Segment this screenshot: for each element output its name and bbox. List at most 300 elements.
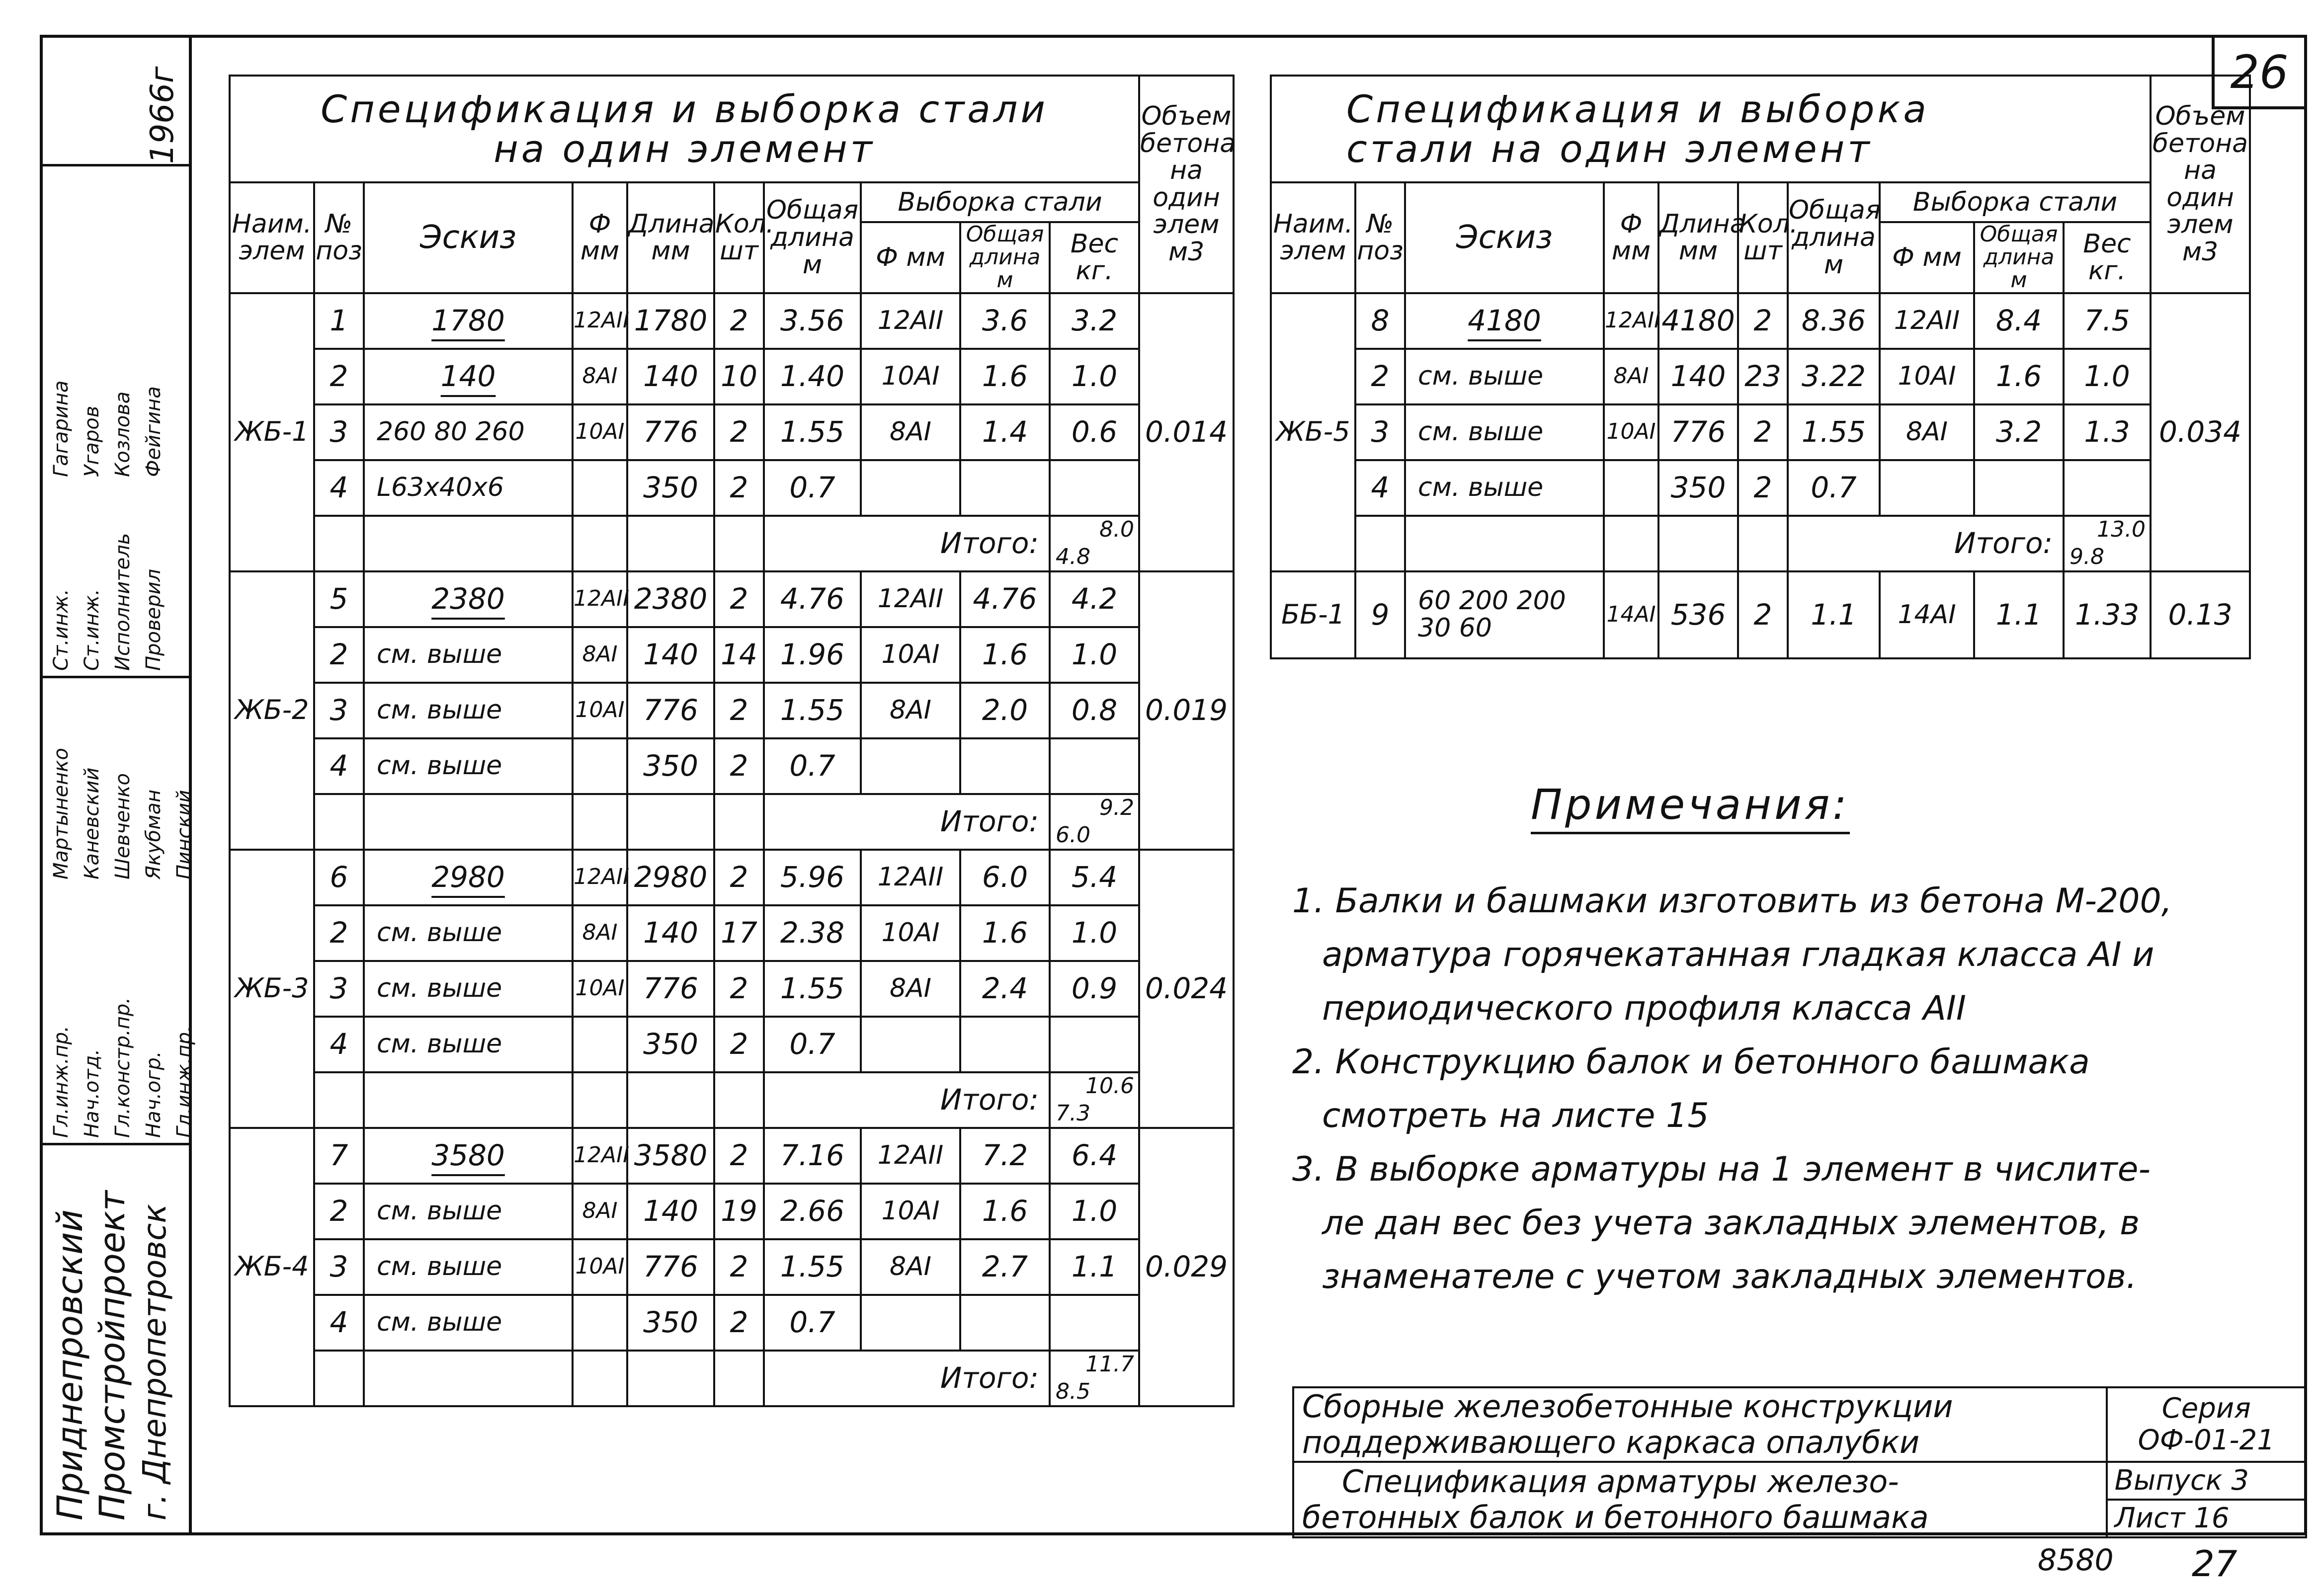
sel-weight-cell: 1.0 (1050, 905, 1139, 961)
table-row (230, 460, 1234, 516)
total-length-cell: 3.22 (1788, 349, 1880, 404)
sketch-cell: L63x40x6 (364, 460, 573, 516)
sketch-header: Эскиз (364, 182, 573, 293)
sel-weight-cell: 5.4 (1050, 850, 1139, 905)
total-row (230, 516, 1234, 571)
sel-weight-cell (2064, 460, 2151, 516)
element-name: ЖБ-4 (230, 1128, 314, 1406)
stamp-role: Ст.инж. (50, 589, 73, 671)
total-row (230, 794, 1234, 850)
stamp-role: Гл.констр.пр. (111, 997, 134, 1138)
dia-cell (573, 1017, 627, 1072)
pos-cell: 3 (314, 1239, 364, 1295)
qty-cell: 2 (714, 1239, 764, 1295)
empty-cell (1355, 516, 1405, 571)
dia-cell: 12AII (573, 571, 627, 627)
stamp-city: г. Днепропетровск (137, 1204, 173, 1520)
dia-cell: 12AII (573, 1128, 627, 1184)
sel-length-cell: 7.2 (960, 1128, 1050, 1184)
total-weight-bottom: 9.2 (1099, 795, 1135, 821)
table-row (230, 571, 1234, 627)
length-cell: 140 (627, 1184, 714, 1239)
left-title-line1: Спецификация и выборка стали (321, 86, 1048, 131)
note-line: 2. Конструкцию балок и бетонного башмака (1292, 1042, 2090, 1082)
sel-weight-cell: 1.0 (1050, 627, 1139, 683)
total-weight-bottom: 10.6 (1085, 1073, 1135, 1099)
qty-cell: 2 (714, 571, 764, 627)
sel-length-cell: 1.6 (960, 1184, 1050, 1239)
sketch-cell: 2380 (364, 571, 573, 627)
qty-cell: 2 (714, 738, 764, 794)
note-line: 3. В выборке арматуры на 1 элемент в числите- (1292, 1150, 2151, 1189)
total-length-cell: 0.7 (764, 1017, 861, 1072)
total-length-cell: 4.76 (764, 571, 861, 627)
pos-cell: 6 (314, 850, 364, 905)
pos-cell: 5 (314, 571, 364, 627)
empty-cell (573, 516, 627, 571)
r-dia-header: Ф мм (1604, 182, 1658, 293)
empty-cell (314, 1351, 364, 1406)
qty-cell: 2 (1738, 571, 1788, 658)
qty-cell: 19 (714, 1184, 764, 1239)
tb-vypusk: Выпуск 3 (2108, 1463, 2305, 1501)
sel-length-cell: 2.0 (960, 683, 1050, 738)
table-row (1271, 293, 2250, 349)
empty-cell (714, 516, 764, 571)
stamp-name: Пинский (173, 790, 196, 879)
volume-cell: 0.034 (2151, 293, 2250, 571)
total-weight-top: 6.0 (1056, 822, 1090, 848)
sel-length-cell: 3.6 (960, 293, 1050, 349)
empty-cell (1405, 516, 1604, 571)
length-cell: 1780 (627, 293, 714, 349)
volume-cell: 0.13 (2151, 571, 2250, 658)
r-sel-dia-header: Ф мм (1880, 222, 1974, 293)
stamp-year: 1966г (144, 66, 181, 164)
empty-cell (314, 516, 364, 571)
total-weight-fraction (2064, 516, 2151, 571)
empty-cell (1658, 516, 1738, 571)
sketch-cell: 3580 (364, 1128, 573, 1184)
pos-cell: 8 (1355, 293, 1405, 349)
sketch-cell: см. выше (364, 905, 573, 961)
sel-dia-cell: 10AI (1880, 349, 1974, 404)
table-row (230, 1128, 1234, 1184)
empty-cell (573, 1351, 627, 1406)
total-length-cell: 1.96 (764, 627, 861, 683)
sel-dia-cell (861, 460, 960, 516)
element-name: ББ-1 (1271, 571, 1355, 658)
empty-cell (364, 1351, 573, 1406)
r-pos-header: № поз (1355, 182, 1405, 293)
table-row (230, 1017, 1234, 1072)
total-weight-bottom: 8.0 (1099, 517, 1135, 543)
total-length-cell: 2.38 (764, 905, 861, 961)
sketch-cell: см. выше (1405, 404, 1604, 460)
table-row (230, 738, 1234, 794)
sketch-cell: 4180 (1405, 293, 1604, 349)
total-weight-fraction (1050, 1351, 1139, 1406)
sketch-cell: см. выше (1405, 349, 1604, 404)
notes-heading: Примечания: (1531, 780, 1850, 834)
tb-issue-sheet (2107, 1462, 2306, 1537)
qty-cell: 10 (714, 349, 764, 404)
dia-cell (573, 738, 627, 794)
total-weight-top: 9.8 (2070, 544, 2104, 569)
sel-dia-cell: 8AI (1880, 404, 1974, 460)
table-row (230, 1295, 1234, 1351)
qty-cell: 2 (714, 1295, 764, 1351)
right-table-title (1271, 76, 2151, 182)
tb-list: Лист 16 (2114, 1502, 2230, 1534)
notes-block (1292, 875, 2276, 1304)
total-length-cell: 1.55 (764, 961, 861, 1017)
sel-weight-cell: 1.3 (2064, 404, 2151, 460)
length-cell: 140 (627, 627, 714, 683)
total-length-cell: 1.55 (1788, 404, 1880, 460)
pos-cell: 3 (314, 404, 364, 460)
sel-weight-cell: 1.33 (2064, 571, 2151, 658)
dia-cell: 10AI (573, 683, 627, 738)
dia-cell: 12AII (1604, 293, 1658, 349)
qty-cell: 17 (714, 905, 764, 961)
table-row (230, 683, 1234, 738)
empty-cell (364, 794, 573, 850)
pos-cell: 9 (1355, 571, 1405, 658)
itogo-label: Итого: (764, 516, 1050, 571)
length-cell: 350 (627, 460, 714, 516)
r-sketch-header: Эскиз (1405, 182, 1604, 293)
sel-length-cell (960, 460, 1050, 516)
dia-cell: 8AI (573, 627, 627, 683)
dia-cell: 14AI (1604, 571, 1658, 658)
sel-dia-cell: 12AII (861, 571, 960, 627)
total-weight-top: 7.3 (1056, 1100, 1090, 1126)
empty-cell (364, 516, 573, 571)
sketch-cell: 1780 (364, 293, 573, 349)
tb-line4: бетонных балок и бетонного башмака (1302, 1499, 1929, 1535)
stamp-name: Фейгина (142, 386, 165, 477)
empty-cell (714, 1351, 764, 1406)
sel-dia-cell: 8AI (861, 961, 960, 1017)
dia-cell: 8AI (573, 349, 627, 404)
dia-cell (1604, 460, 1658, 516)
right-title-line2: стали на один элемент (1346, 126, 1873, 171)
total-row (1271, 516, 2250, 571)
sel-dia-cell (861, 738, 960, 794)
stamp-name: Гагарина (50, 380, 73, 477)
left-title-line2: на один элемент (494, 126, 875, 171)
sel-dia-cell: 10AI (861, 905, 960, 961)
sel-weight-cell: 1.0 (1050, 349, 1139, 404)
tb-seria-label: Серия (2161, 1392, 2251, 1425)
sketch-cell: 140 (364, 349, 573, 404)
pos-cell: 7 (314, 1128, 364, 1184)
stamp-role: Нач.отд. (81, 1048, 103, 1138)
stamp-role: Исполнитель (111, 533, 134, 671)
sel-dia-cell: 14AI (1880, 571, 1974, 658)
length-cell: 776 (627, 404, 714, 460)
total-length-cell: 2.66 (764, 1184, 861, 1239)
total-length-cell: 0.7 (1788, 460, 1880, 516)
dia-cell: 10AI (1604, 404, 1658, 460)
qty-cell: 2 (714, 850, 764, 905)
dia-cell: 8AI (1604, 349, 1658, 404)
element-name: ЖБ-5 (1271, 293, 1355, 571)
pos-header: № поз (314, 182, 364, 293)
sel-weight-cell: 0.9 (1050, 961, 1139, 1017)
stamp-divider (40, 164, 192, 166)
right-spec-table (1270, 75, 2251, 659)
sketch-cell: см. выше (364, 1017, 573, 1072)
itogo-label: Итого: (1788, 516, 2064, 571)
qty-cell: 2 (1738, 404, 1788, 460)
bottom-number-right: 27 (2192, 1543, 2237, 1585)
table-row (230, 905, 1234, 961)
length-header: Длина мм (627, 182, 714, 293)
pos-cell: 4 (314, 460, 364, 516)
total-length-cell: 5.96 (764, 850, 861, 905)
total-length-cell: 3.56 (764, 293, 861, 349)
sel-weight-cell (1050, 738, 1139, 794)
total-weight-fraction (1050, 1072, 1139, 1128)
r-sel-weight-header: Вес кг. (2064, 222, 2151, 293)
stamp-name: Каневский (81, 767, 103, 879)
total-length-cell: 1.1 (1788, 571, 1880, 658)
dia-cell (573, 1295, 627, 1351)
left-spec-table (229, 75, 1235, 1407)
sel-length-cell: 1.6 (1974, 349, 2064, 404)
length-cell: 776 (1658, 404, 1738, 460)
stamp-name: Угаров (81, 405, 103, 477)
sketch-cell: см. выше (364, 683, 573, 738)
sel-length-cell: 1.6 (960, 627, 1050, 683)
r-volume-header: Объем бетона на один элем м3 (2151, 76, 2250, 293)
table-row (230, 961, 1234, 1017)
empty-cell (627, 1351, 714, 1406)
sel-weight-cell: 4.2 (1050, 571, 1139, 627)
element-header: Наим. элем (230, 182, 314, 293)
tb-line3: Спецификация арматуры железо- (1342, 1463, 1899, 1500)
pos-cell: 3 (314, 683, 364, 738)
r-total-length-header: Общая длина м (1788, 182, 1880, 293)
table-row (1271, 571, 2250, 658)
sketch-cell: 2980 (364, 850, 573, 905)
empty-cell (627, 1072, 714, 1128)
total-weight-fraction (1050, 794, 1139, 850)
sel-dia-cell: 10AI (861, 1184, 960, 1239)
qty-cell: 2 (714, 961, 764, 1017)
table-row (230, 850, 1234, 905)
sheet-number: 26 (2230, 45, 2289, 99)
note-line: смотреть на листе 15 (1322, 1096, 1709, 1135)
selection-header: Выборка стали (861, 182, 1139, 222)
length-cell: 3580 (627, 1128, 714, 1184)
sel-dia-cell: 12AII (1880, 293, 1974, 349)
sel-length-cell: 2.7 (960, 1239, 1050, 1295)
empty-cell (573, 794, 627, 850)
empty-cell (627, 516, 714, 571)
pos-cell: 2 (314, 905, 364, 961)
sel-dia-cell (861, 1295, 960, 1351)
volume-cell: 0.029 (1139, 1128, 1234, 1406)
pos-cell: 2 (314, 1184, 364, 1239)
sketch-cell: см. выше (364, 1184, 573, 1239)
sketch-cell: см. выше (364, 1239, 573, 1295)
sel-dia-cell: 8AI (861, 404, 960, 460)
sel-dia-cell: 8AI (861, 1239, 960, 1295)
pos-cell: 4 (314, 738, 364, 794)
stamp-name: Мартыненко (50, 748, 73, 879)
stamp-org2: Промстройпроект (92, 1191, 133, 1520)
bottom-number-left: 8580 (2038, 1543, 2114, 1578)
sel-length-cell: 3.2 (1974, 404, 2064, 460)
table-row (230, 349, 1234, 404)
dia-cell: 8AI (573, 1184, 627, 1239)
sketch-cell: см. выше (364, 1295, 573, 1351)
sketch-cell: 260 80 260 (364, 404, 573, 460)
dia-cell: 10AI (573, 1239, 627, 1295)
sel-weight-cell: 1.1 (1050, 1239, 1139, 1295)
sketch-cell: см. выше (364, 961, 573, 1017)
volume-header: Объем бетона на один элем м3 (1139, 76, 1234, 293)
dia-cell: 12AII (573, 850, 627, 905)
table-row (230, 293, 1234, 349)
pos-cell: 4 (1355, 460, 1405, 516)
dia-cell: 10AI (573, 961, 627, 1017)
total-length-cell: 0.7 (764, 738, 861, 794)
stamp-name: Якубман (142, 789, 165, 879)
element-name: ЖБ-3 (230, 850, 314, 1128)
length-cell: 350 (627, 1295, 714, 1351)
sel-weight-cell: 7.5 (2064, 293, 2151, 349)
sel-dia-cell: 12AII (861, 850, 960, 905)
qty-cell: 2 (714, 683, 764, 738)
stamp-divider (40, 1143, 192, 1145)
sketch-cell: 60 200 200 30 60 (1405, 571, 1604, 658)
note-line: знаменателе с учетом закладных элементов. (1322, 1257, 2137, 1296)
title-block (1292, 1386, 2307, 1538)
stamp-name: Шевченко (111, 773, 134, 879)
pos-cell: 4 (314, 1017, 364, 1072)
table-row (1271, 460, 2250, 516)
total-length-cell: 0.7 (764, 1295, 861, 1351)
tb-line2: поддерживающего каркаса опалубки (1302, 1424, 1920, 1460)
stamp-role: Гл.инж.пр. (173, 1026, 196, 1138)
r-qty-header: Кол. шт (1738, 182, 1788, 293)
length-cell: 2980 (627, 850, 714, 905)
length-cell: 140 (627, 905, 714, 961)
total-length-cell: 7.16 (764, 1128, 861, 1184)
qty-cell: 23 (1738, 349, 1788, 404)
r-selection-header: Выборка стали (1880, 182, 2151, 222)
total-weight-bottom: 11.7 (1085, 1352, 1135, 1377)
sel-weight-cell (1050, 460, 1139, 516)
sketch-cell: см. выше (1405, 460, 1604, 516)
qty-header: Кол. шт (714, 182, 764, 293)
qty-cell: 2 (714, 1128, 764, 1184)
table-row (230, 627, 1234, 683)
sel-length-cell (960, 738, 1050, 794)
pos-cell: 4 (314, 1295, 364, 1351)
sel-weight-cell: 3.2 (1050, 293, 1139, 349)
empty-cell (1738, 516, 1788, 571)
table-row (230, 1184, 1234, 1239)
right-title-line1: Спецификация и выборка (1346, 86, 1929, 131)
dia-cell: 10AI (573, 404, 627, 460)
qty-cell: 2 (714, 460, 764, 516)
empty-cell (314, 794, 364, 850)
qty-cell: 2 (1738, 293, 1788, 349)
sel-length-cell: 6.0 (960, 850, 1050, 905)
total-row (230, 1351, 1234, 1406)
title-block-sheet-title (1293, 1462, 2107, 1537)
empty-cell (714, 794, 764, 850)
sel-length-cell (960, 1017, 1050, 1072)
tb-line1: Сборные железобетонные конструкции (1302, 1388, 1953, 1425)
volume-cell: 0.014 (1139, 293, 1234, 571)
sel-weight-cell: 6.4 (1050, 1128, 1139, 1184)
empty-cell (627, 794, 714, 850)
sel-weight-cell (1050, 1295, 1139, 1351)
title-block-project (1293, 1387, 2107, 1462)
length-cell: 350 (1658, 460, 1738, 516)
pos-cell: 2 (314, 349, 364, 404)
sel-dia-header: Ф мм (861, 222, 960, 293)
stamp-role: Гл.инж.пр. (50, 1026, 73, 1138)
pos-cell: 1 (314, 293, 364, 349)
sel-weight-cell: 0.6 (1050, 404, 1139, 460)
sel-length-cell: 8.4 (1974, 293, 2064, 349)
sel-length-header: Общая длина м (960, 222, 1050, 293)
sel-length-cell: 2.4 (960, 961, 1050, 1017)
stamp-role: Нач.огр. (142, 1051, 165, 1138)
sketch-cell: см. выше (364, 627, 573, 683)
empty-cell (314, 1072, 364, 1128)
sel-length-cell (960, 1295, 1050, 1351)
dia-cell: 12AII (573, 293, 627, 349)
length-cell: 140 (1658, 349, 1738, 404)
sel-weight-header: Вес кг. (1050, 222, 1139, 293)
stamp-name: Козлова (111, 391, 134, 477)
table-row (1271, 349, 2250, 404)
empty-cell (714, 1072, 764, 1128)
table-row (230, 404, 1234, 460)
r-element-header: Наим. элем (1271, 182, 1355, 293)
table-row (1271, 404, 2250, 460)
table-row (230, 1239, 1234, 1295)
note-line: 1. Балки и башмаки изготовить из бетона М-200, (1292, 881, 2172, 921)
qty-cell: 2 (714, 293, 764, 349)
length-cell: 776 (627, 1239, 714, 1295)
stamp-role: Проверил (142, 568, 165, 671)
qty-cell: 14 (714, 627, 764, 683)
sel-dia-cell: 12AII (861, 1128, 960, 1184)
empty-cell (364, 1072, 573, 1128)
total-length-cell: 1.55 (764, 404, 861, 460)
left-table-title (230, 76, 1139, 182)
tb-seria (2107, 1387, 2306, 1462)
dia-header: Ф мм (573, 182, 627, 293)
sketch-cell: см. выше (364, 738, 573, 794)
total-length-cell: 8.36 (1788, 293, 1880, 349)
length-cell: 536 (1658, 571, 1738, 658)
total-length-cell: 1.55 (764, 1239, 861, 1295)
total-weight-fraction (1050, 516, 1139, 571)
total-length-cell: 1.40 (764, 349, 861, 404)
volume-cell: 0.024 (1139, 850, 1234, 1128)
r-length-header: Длина мм (1658, 182, 1738, 293)
